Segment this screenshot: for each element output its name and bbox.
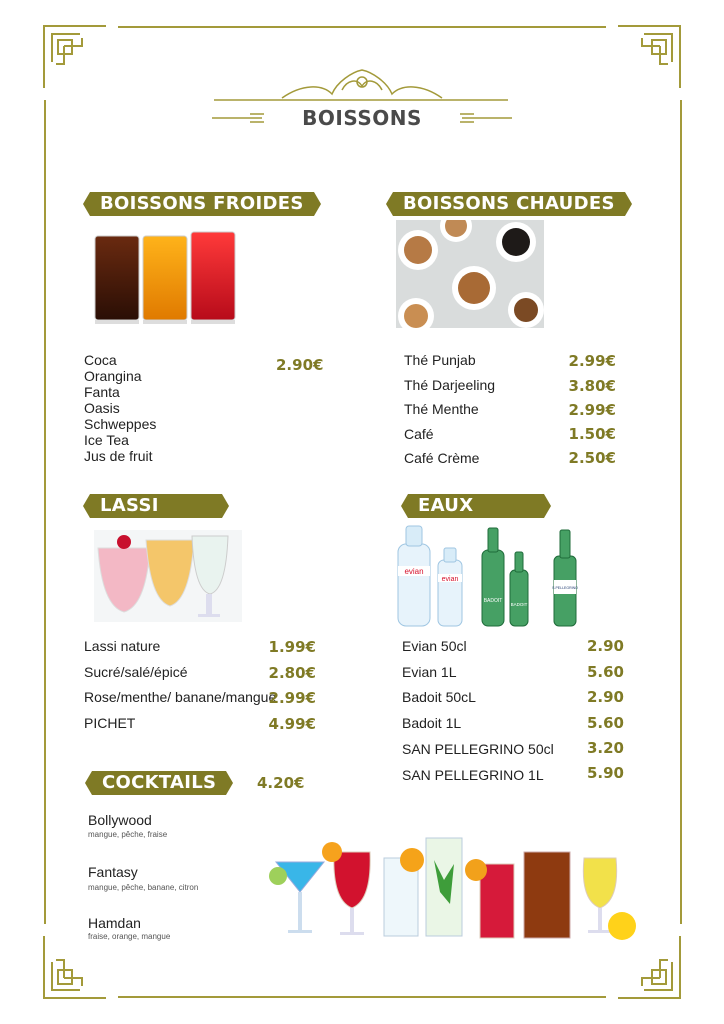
cocktail-description: fraise, orange, mangue <box>88 932 171 941</box>
bottle-label: S.PELLEGRINO <box>552 586 578 590</box>
cold-drinks-price: 2.90€ <box>276 356 324 374</box>
lassi-item-name: Lassi nature <box>84 638 161 654</box>
frame-right-line <box>680 100 682 924</box>
cocktail-name: Bollywood <box>88 812 152 828</box>
cocktails-price: 4.20€ <box>257 774 305 792</box>
water-item-name: Evian 50cl <box>402 638 467 654</box>
hot-item-price: 2.99€ <box>568 401 616 419</box>
corner-ornament-top-right <box>614 22 684 92</box>
page-title: BOISSONS <box>302 106 422 130</box>
lassi-item-price: 1.99€ <box>268 638 316 656</box>
bottle-label: evian <box>441 576 459 583</box>
lassi-item-name: Sucré/salé/épicé <box>84 664 188 680</box>
water-item-name: SAN PELLEGRINO 1L <box>402 767 544 783</box>
water-item-name: Evian 1L <box>402 664 457 680</box>
lassi-item-price: 2.80€ <box>268 664 316 682</box>
water-item-price: 2.90 <box>586 637 624 655</box>
cocktail-description: mangue, pêche, fraise <box>88 830 168 839</box>
corner-ornament-top-left <box>40 22 110 92</box>
water-item-price: 3.20 <box>586 739 624 757</box>
water-item-name: Badoit 50cL <box>402 689 476 705</box>
hot-item-name: Thé Menthe <box>404 401 479 417</box>
hot-item-name: Thé Punjab <box>404 352 476 368</box>
cocktail-description: mangue, pêche, banane, citron <box>88 883 199 892</box>
hot-item-name: Thé Darjeeling <box>404 377 496 393</box>
section-heading-cocktails: COCKTAILS <box>92 771 226 795</box>
water-item-price: 5.60 <box>586 663 624 681</box>
lassi-item-price: 4.99€ <box>268 715 316 733</box>
title-block <box>212 64 512 144</box>
section-heading-chaudes: BOISSONS CHAUDES <box>393 192 625 216</box>
list-item: Orangina <box>84 368 142 384</box>
cocktail-name: Hamdan <box>88 915 141 931</box>
list-item: Schweppes <box>84 416 157 432</box>
hot-drinks-photo <box>396 220 544 328</box>
title-right-flourish <box>452 112 512 124</box>
hot-item-name: Café <box>404 426 434 442</box>
hot-item-price: 2.50€ <box>568 449 616 467</box>
section-heading-eaux: EAUX <box>408 494 544 518</box>
lassi-item-price: 2.99€ <box>268 689 316 707</box>
title-ornament <box>212 64 512 104</box>
water-item-name: Badoit 1L <box>402 715 462 731</box>
bottle-label: BADOIT <box>510 602 528 607</box>
list-item: Ice Tea <box>84 432 129 448</box>
frame-left-line <box>44 100 46 924</box>
list-item: Oasis <box>84 400 120 416</box>
cocktails-photo <box>266 830 638 944</box>
section-heading-lassi: LASSI <box>90 494 222 518</box>
cold-drinks-list <box>84 352 156 464</box>
water-item-price: 2.90 <box>586 688 624 706</box>
cold-drinks-photo <box>90 226 240 332</box>
cocktail-name: Fantasy <box>88 864 138 880</box>
lassi-item-name: Rose/menthe/ banane/mangue <box>84 689 277 705</box>
water-item-name: SAN PELLEGRINO 50cl <box>402 741 554 757</box>
water-bottles-photo <box>392 522 582 628</box>
hot-item-price: 1.50€ <box>568 425 616 443</box>
bottle-label: evian <box>404 567 424 576</box>
hot-item-price: 2.99€ <box>568 352 616 370</box>
frame-bottom-line <box>118 996 606 998</box>
water-item-price: 5.60 <box>586 714 624 732</box>
bottle-label: BADOIT <box>483 598 503 604</box>
list-item: Coca <box>84 352 117 368</box>
section-heading-froides: BOISSONS FROIDES <box>90 192 314 216</box>
hot-item-price: 3.80€ <box>568 377 616 395</box>
frame-top-line <box>118 26 606 28</box>
list-item: Jus de fruit <box>84 448 153 464</box>
hot-item-name: Café Crème <box>404 450 480 466</box>
water-item-price: 5.90 <box>586 764 624 782</box>
corner-ornament-bottom-left <box>40 932 110 1002</box>
lassi-item-name: PICHET <box>84 715 136 731</box>
list-item: Fanta <box>84 384 120 400</box>
lassi-photo <box>94 530 242 622</box>
